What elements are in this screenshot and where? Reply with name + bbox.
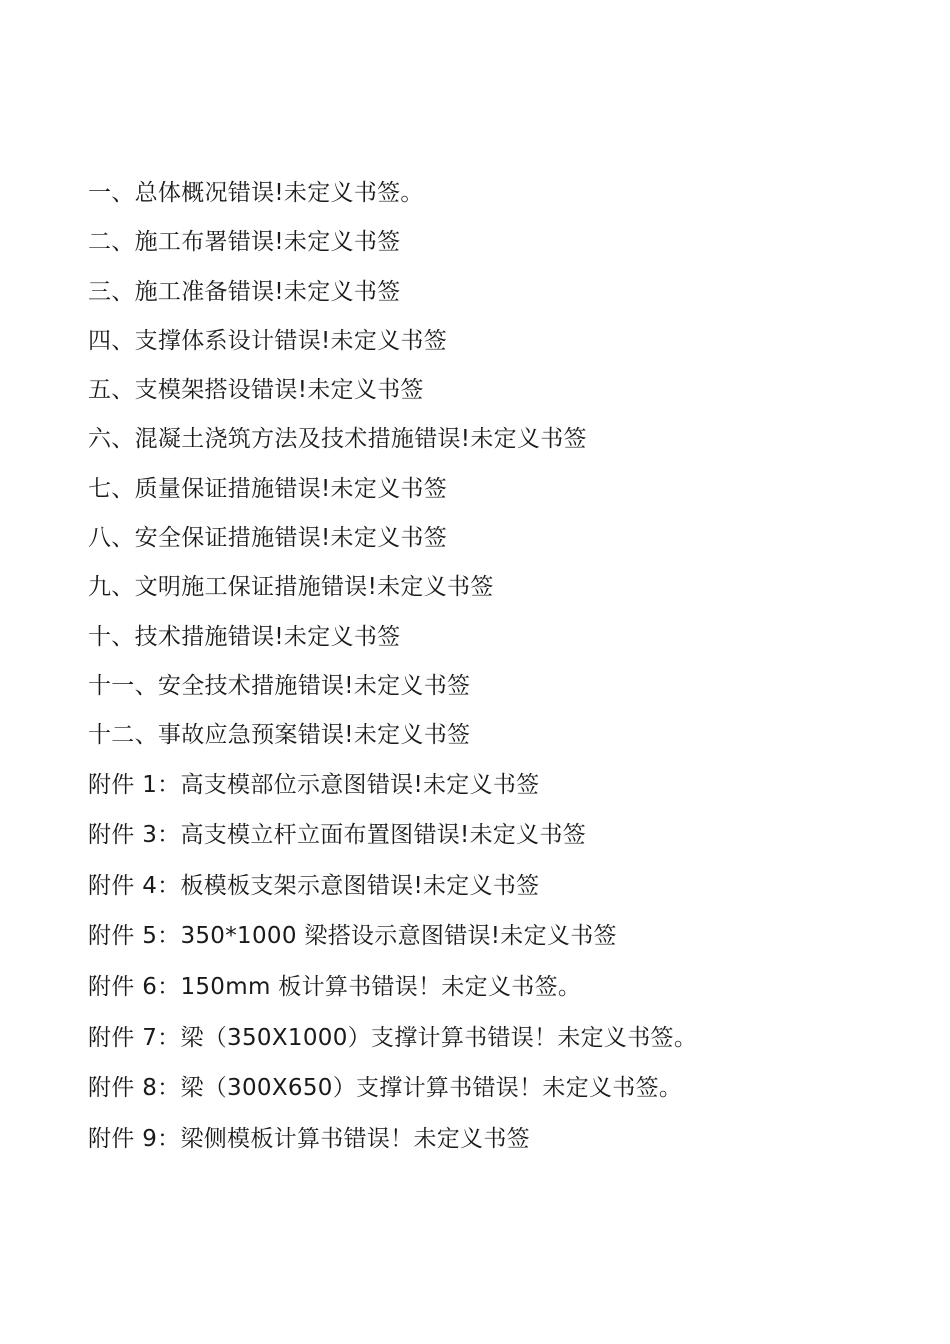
toc-entry-3[interactable]: 三、施工准备错误!未定义书签 <box>88 278 401 305</box>
toc-entry-2[interactable]: 二、施工布署错误!未定义书签 <box>88 229 401 256</box>
toc-entry-9[interactable]: 九、文明施工保证措施错误!未定义书签 <box>88 574 494 601</box>
toc-appendix-9[interactable]: 附件 9：梁侧模板计算书错误！未定义书签 <box>88 1125 530 1152</box>
toc-entry-11[interactable]: 十一、安全技术措施错误!未定义书签 <box>88 672 471 699</box>
toc-entry-12[interactable]: 十二、事故应急预案错误!未定义书签 <box>88 722 471 749</box>
toc-entry-7[interactable]: 七、质量保证措施错误!未定义书签 <box>88 475 448 502</box>
toc-entry-8[interactable]: 八、安全保证措施错误!未定义书签 <box>88 525 448 552</box>
toc-entry-6[interactable]: 六、混凝土浇筑方法及技术措施错误!未定义书签 <box>88 426 587 453</box>
toc-appendix-7[interactable]: 附件 7：梁（350X1000）支撑计算书错误！未定义书签。 <box>88 1024 698 1051</box>
table-of-contents <box>88 172 908 1168</box>
toc-appendix-3[interactable]: 附件 3：高支模立杆立面布置图错误!未定义书签 <box>88 822 587 849</box>
toc-entry-10[interactable]: 十、技术措施错误!未定义书签 <box>88 623 401 650</box>
toc-appendix-5[interactable]: 附件 5：350*1000 梁搭设示意图错误!未定义书签 <box>88 923 617 950</box>
toc-entry-1[interactable]: 一、总体概况错误!未定义书签。 <box>88 180 424 206</box>
toc-entry-5[interactable]: 五、支模架搭设错误!未定义书签 <box>88 377 424 404</box>
toc-appendix-4[interactable]: 附件 4：板模板支架示意图错误!未定义书签 <box>88 872 540 899</box>
toc-appendix-8[interactable]: 附件 8：梁（300X650）支撑计算书错误！未定义书签。 <box>88 1075 683 1102</box>
toc-appendix-6[interactable]: 附件 6：150mm 板计算书错误！未定义书签。 <box>88 973 582 1000</box>
toc-entry-4[interactable]: 四、支撑体系设计错误!未定义书签 <box>88 327 448 354</box>
toc-appendix-1[interactable]: 附件 1：高支模部位示意图错误!未定义书签 <box>88 771 540 798</box>
